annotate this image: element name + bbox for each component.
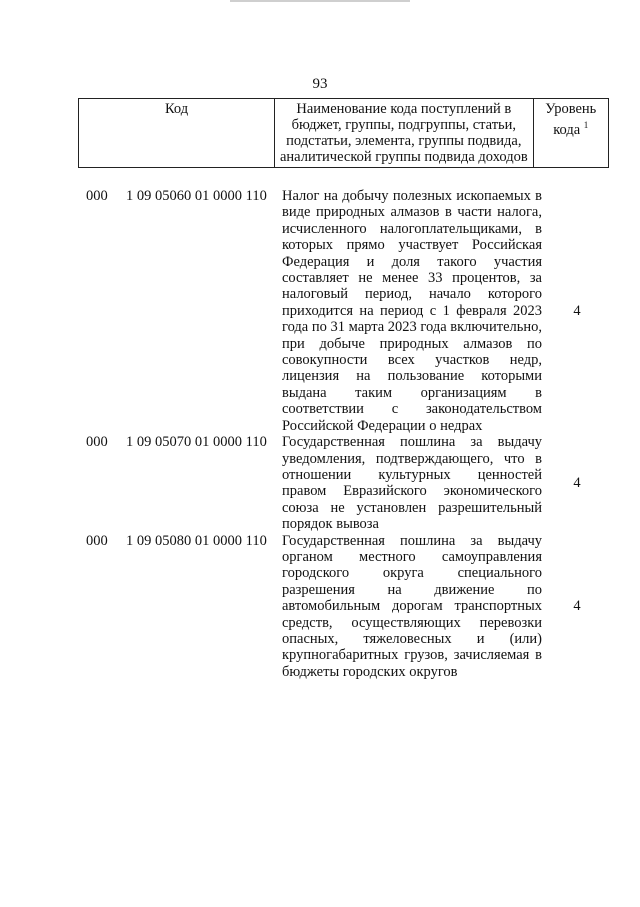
table-row <box>86 533 606 681</box>
header-level <box>533 99 609 168</box>
header-name: Наименование кода поступлений в бюджет, группы, подгруппы, статьи, подстатьи, элемента, группы подвида, аналитической группы подвида доходов <box>275 99 533 168</box>
scan-edge-mark <box>230 0 410 2</box>
code-level: 4 <box>573 597 581 614</box>
header-level-label: Уровень кода <box>545 101 597 138</box>
revenue-name: Налог на добычу полезных ископаемых в виде природных алмазов в части налога, исчисленного налогоплательщиками, в которых прямо участвует Российская Федерация и доля такого участия составляет не менее 33 процентов, за налоговый период, начало которого приходится на период с 1 февраля 2023 года по 31 марта 2023 года включительно, при добыче природных алмазов по совокупности всех участков недр, лицензия на пользование которыми выдана таким организациям в соответствии с законодательством Российской Федерации о недрах <box>282 188 542 434</box>
table-body <box>86 188 606 680</box>
table-row <box>86 188 606 434</box>
page-number: 93 <box>312 76 328 92</box>
revenue-code: 1 09 05060 01 0000 110 <box>126 188 267 204</box>
revenue-name: Государственная пошлина за выдачу уведомления, подтверждающего, что в отношении культурных ценностей правом Евразийского экономического союза не установлен разрешительный порядок вывоза <box>282 434 542 533</box>
table-row <box>86 434 606 532</box>
revenue-code: 1 09 05070 01 0000 110 <box>126 434 267 451</box>
footnote-marker: 1 <box>583 120 589 130</box>
admin-code: 000 <box>86 532 108 549</box>
table-header <box>78 98 609 168</box>
header-code: Код <box>79 99 275 168</box>
revenue-code: 1 09 05080 01 0000 110 <box>126 532 267 549</box>
admin-code: 000 <box>86 188 108 204</box>
code-level: 4 <box>573 302 581 319</box>
revenue-name: Государственная пошлина за выдачу органом местного самоуправления городского округа специального разрешения на движение по автомобильным дорогам транспортных средств, осуществляющих перевозки опасных, тяжеловесных и (или) крупногабаритных грузов, зачисляемая в бюджеты городских округов <box>282 532 542 680</box>
code-level: 4 <box>573 474 581 491</box>
admin-code: 000 <box>86 434 108 451</box>
